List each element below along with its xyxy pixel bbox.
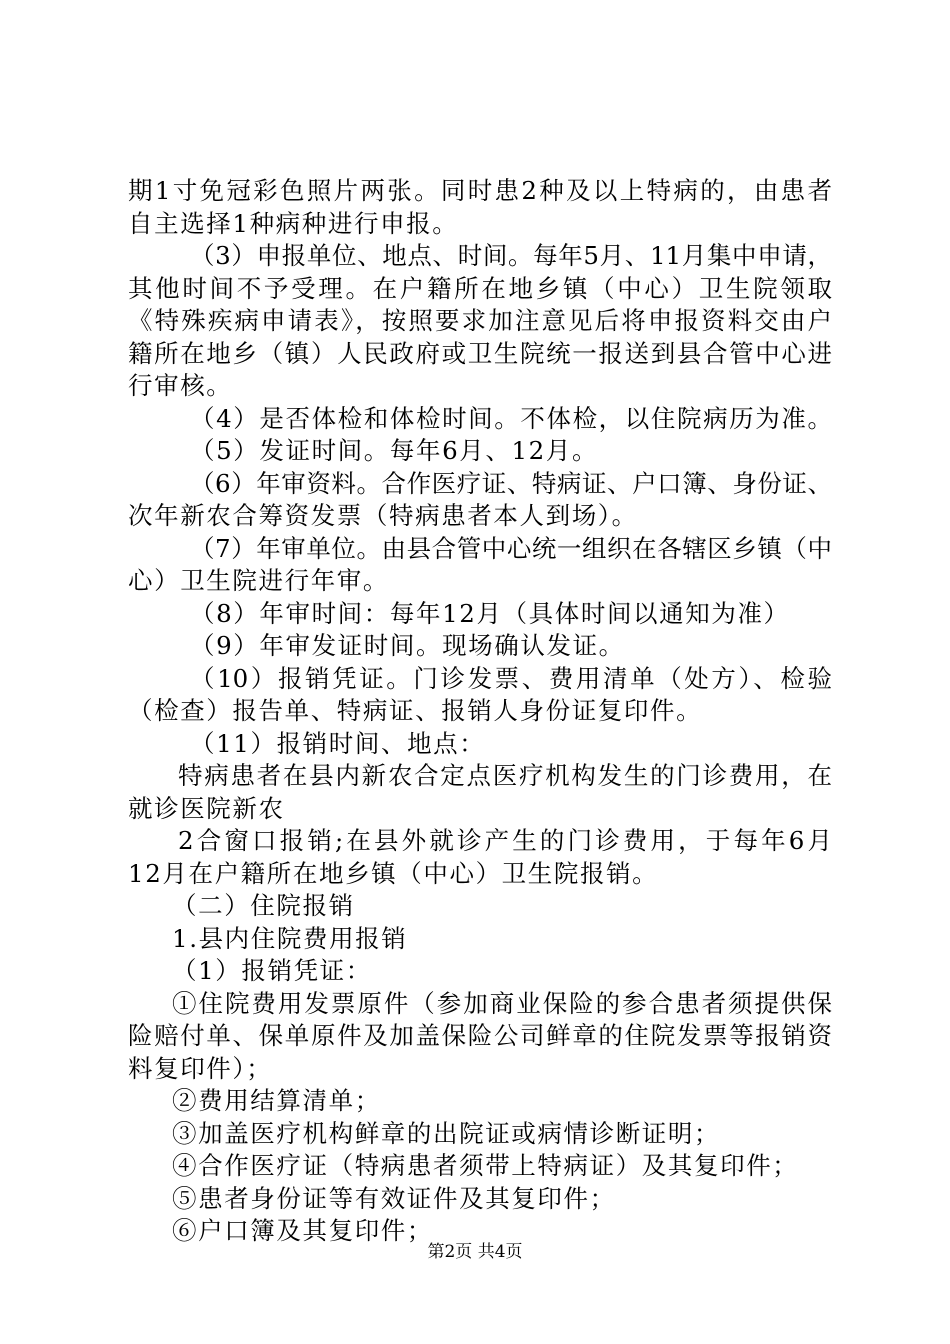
text-line: （10）报销凭证。门诊发票、费用清单（处方）、检验 (190, 663, 832, 693)
text-line: 12月在户籍所在地乡镇（中心）卫生院报销。 (128, 858, 659, 888)
text-line: （5）发证时间。每年6月、12月。 (190, 436, 599, 465)
document-body (128, 175, 832, 1248)
text-line: 险赔付单、保单原件及加盖保险公司鲜章的住院发票等报销资 (128, 1021, 832, 1050)
list-item: ①住院费用发票原件（参加商业保险的参合患者须提供保 (172, 988, 832, 1018)
list-item: ⑤患者身份证等有效证件及其复印件； (172, 1183, 616, 1213)
section-heading: （二）住院报销 (172, 891, 355, 920)
text-line: 期1寸免冠彩色照片两张。同时患2种及以上特病的，由患者 (128, 176, 832, 205)
text-line: （6）年审资料。合作医疗证、特病证、户口簿、身份证、 (190, 468, 832, 498)
text-line: 心）卫生院进行年审。 (128, 566, 389, 595)
subsection-heading: 1.县内住院费用报销 (172, 923, 408, 953)
text-line: 《特殊疾病申请表》，按照要求加注意见后将申报资料交由户 (128, 306, 832, 335)
page-footer: 第2页 共4页 (427, 1242, 523, 1262)
text-line: 2合窗口报销;在县外就诊产生的门诊费用，于每年6月 (178, 826, 832, 855)
text-line: （3）申报单位、地点、时间。每年5月、11月集中申请， (190, 241, 832, 270)
text-line: 特病患者在县内新农合定点医疗机构发生的门诊费用，在 (178, 761, 832, 790)
list-item: ②费用结算清单； (172, 1086, 381, 1115)
text-line: 行审核。 (128, 371, 233, 400)
text-line: 籍所在地乡（镇）人民政府或卫生院统一报送到县合管中心进 (128, 338, 832, 368)
text-line: （1）报销凭证： (172, 956, 372, 985)
text-line: （9）年审发证时间。现场确认发证。 (190, 631, 625, 660)
text-line: 次年新农合筹资发票（特病患者本人到场）。 (128, 501, 638, 530)
list-item: ③加盖医疗机构鲜章的出院证或病情诊断证明； (172, 1118, 721, 1148)
text-line: 料复印件）； (128, 1053, 273, 1083)
list-item: ④合作医疗证（特病患者须带上特病证）及其复印件； (172, 1151, 799, 1180)
text-line: （4）是否体检和体检时间。不体检，以住院病历为准。 (190, 403, 834, 433)
text-line: 自主选择1种病种进行申报。 (128, 208, 459, 238)
text-line: （8）年审时间：每年12月（具体时间以通知为准） (190, 598, 790, 628)
text-line: （7）年审单位。由县合管中心统一组织在各辖区乡镇（中 (190, 533, 832, 563)
text-line: （检查）报告单、特病证、报销人身份证复印件。 (128, 696, 703, 725)
text-line: （11）报销时间、地点： (190, 728, 486, 758)
list-item: ⑥户口簿及其复印件； (172, 1216, 433, 1245)
text-line: 其他时间不予受理。在户籍所在地乡镇（中心）卫生院领取 (128, 273, 832, 303)
text-line: 就诊医院新农 (128, 793, 285, 823)
